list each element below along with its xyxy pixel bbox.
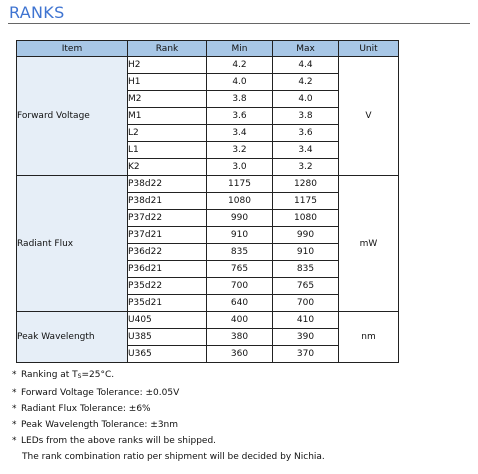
rank-cell: L2 [128, 125, 207, 142]
note-peak-wavelength-text: Peak Wavelength Tolerance: ±3nm [21, 420, 179, 431]
note-forward-voltage-text: Forward Voltage Tolerance: ±0.05V [21, 388, 180, 399]
rank-cell: U405 [128, 312, 207, 329]
max-cell: 410 [273, 312, 339, 329]
bullet-star: * [12, 388, 17, 399]
table-row [17, 57, 399, 74]
min-cell: 4.2 [207, 57, 273, 74]
note-ranking-suffix: =25°C. [81, 370, 115, 380]
ranks-table-body [17, 57, 399, 363]
rank-cell: P36d22 [128, 244, 207, 261]
header-unit: Unit [339, 41, 399, 57]
note-peak-wavelength [12, 417, 325, 433]
header-min: Min [207, 41, 273, 57]
title-underline [8, 23, 470, 24]
max-cell: 1175 [273, 193, 339, 210]
min-cell: 910 [207, 227, 273, 244]
rank-cell: H1 [128, 74, 207, 91]
rank-cell: K2 [128, 159, 207, 176]
item-cell: Forward Voltage [17, 57, 128, 176]
min-cell: 700 [207, 278, 273, 295]
max-cell: 1280 [273, 176, 339, 193]
rank-cell: P37d22 [128, 210, 207, 227]
note-forward-voltage [12, 385, 325, 401]
min-cell: 835 [207, 244, 273, 261]
min-cell: 3.6 [207, 108, 273, 125]
rank-cell: P35d22 [128, 278, 207, 295]
max-cell: 4.0 [273, 91, 339, 108]
note-ranking-condition [12, 367, 325, 385]
min-cell: 1175 [207, 176, 273, 193]
min-cell: 380 [207, 329, 273, 346]
min-cell: 4.0 [207, 74, 273, 91]
note-radiant-flux [12, 401, 325, 417]
min-cell: 3.0 [207, 159, 273, 176]
min-cell: 765 [207, 261, 273, 278]
unit-cell: nm [339, 312, 399, 363]
notes-list [12, 367, 325, 466]
note-ranking-subscript: S [77, 373, 82, 380]
unit-cell: mW [339, 176, 399, 312]
min-cell: 3.8 [207, 91, 273, 108]
note-ranking-prefix: Ranking at T [21, 370, 78, 380]
max-cell: 3.2 [273, 159, 339, 176]
rank-cell: P38d21 [128, 193, 207, 210]
max-cell: 4.4 [273, 57, 339, 74]
rank-cell: P36d21 [128, 261, 207, 278]
bullet-star: * [12, 420, 17, 431]
rank-cell: P37d21 [128, 227, 207, 244]
max-cell: 835 [273, 261, 339, 278]
rank-cell: P38d22 [128, 176, 207, 193]
max-cell: 1080 [273, 210, 339, 227]
item-cell: Radiant Flux [17, 176, 128, 312]
min-cell: 3.4 [207, 125, 273, 142]
note-radiant-flux-text: Radiant Flux Tolerance: ±6% [21, 404, 151, 415]
max-cell: 3.8 [273, 108, 339, 125]
rank-cell: M1 [128, 108, 207, 125]
header-rank: Rank [128, 41, 207, 57]
max-cell: 370 [273, 346, 339, 363]
max-cell: 4.2 [273, 74, 339, 91]
rank-cell: U385 [128, 329, 207, 346]
max-cell: 990 [273, 227, 339, 244]
item-cell: Peak Wavelength [17, 312, 128, 363]
min-cell: 360 [207, 346, 273, 363]
max-cell: 3.6 [273, 125, 339, 142]
note-shipped [12, 433, 325, 449]
rank-cell: M2 [128, 91, 207, 108]
rank-cell: L1 [128, 142, 207, 159]
ranks-table [16, 40, 399, 363]
min-cell: 990 [207, 210, 273, 227]
header-item: Item [17, 41, 128, 57]
table-row [17, 176, 399, 193]
min-cell: 3.2 [207, 142, 273, 159]
min-cell: 640 [207, 295, 273, 312]
rank-cell: U365 [128, 346, 207, 363]
bullet-star: * [12, 370, 17, 380]
table-row [17, 312, 399, 329]
note-shipped-text: LEDs from the above ranks will be shipped. [21, 436, 217, 447]
min-cell: 400 [207, 312, 273, 329]
rank-cell: H2 [128, 57, 207, 74]
header-max: Max [273, 41, 339, 57]
max-cell: 390 [273, 329, 339, 346]
max-cell: 3.4 [273, 142, 339, 159]
min-cell: 1080 [207, 193, 273, 210]
rank-cell: P35d21 [128, 295, 207, 312]
max-cell: 765 [273, 278, 339, 295]
unit-cell: V [339, 57, 399, 176]
max-cell: 700 [273, 295, 339, 312]
max-cell: 910 [273, 244, 339, 261]
header-row [17, 41, 399, 57]
note-combination: The rank combination ratio per shipment will be decided by Nichia. [22, 452, 325, 463]
bullet-star: * [12, 436, 17, 447]
bullet-star: * [12, 404, 17, 415]
section-title: RANKS [9, 3, 65, 22]
